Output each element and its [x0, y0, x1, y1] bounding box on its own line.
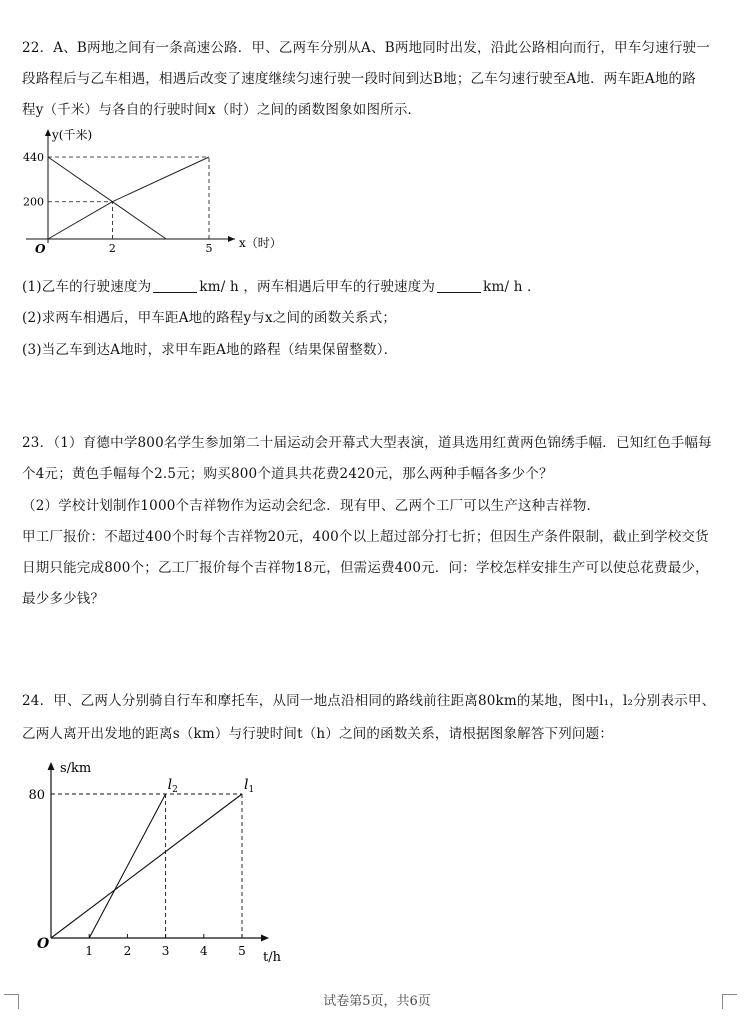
origin-label: O: [37, 936, 50, 952]
q23-line-3: （2）学校计划制作1000个吉祥物作为运动会纪念．现有甲、乙两个工厂可以生产这种吉祥物．: [22, 498, 601, 514]
q22-sub-1-c: km/ h ．: [483, 279, 541, 295]
q22-sub-1: [22, 275, 541, 295]
q22-sub-1-b: km/ h ，两车相遇后甲车的行驶速度为: [199, 279, 436, 295]
y-axis-label: s/km: [60, 761, 92, 776]
q22-sub-3: (3)当乙车到达A地时，求甲车距A地的路程（结果保留整数）．: [22, 342, 398, 358]
y-axis-label: y(千米): [52, 128, 93, 142]
y-tick-label-440: 440: [23, 150, 44, 164]
corner-mark-left: [4, 994, 19, 1009]
series-line-l1: [51, 794, 242, 938]
q22-sub-1-a: (1)乙车的行驶速度为: [22, 279, 152, 295]
q22-line-3: 程y（千米）与各自的行驶时间x（时）之间的函数图象如图所示．: [22, 102, 422, 118]
series-label-l2: $l_2$: [167, 777, 178, 795]
answer-blank-2[interactable]: [437, 280, 481, 293]
x-axis-label: x（时）: [239, 236, 282, 250]
series-line-2: [48, 157, 166, 239]
q23-line-1: 23．（1）育德中学800名学生参加第二十届运动会开幕式大型表演，道具选用红黄两色锦绣手幅．已知红色手幅每: [22, 435, 712, 451]
x-tick-label-2: 2: [123, 944, 132, 958]
series-label-l1: $l_1$: [244, 777, 255, 795]
q23-line-4: 甲工厂报价：不超过400个时每个吉祥物20元，400个以上超过部分打七折；但因生产条件限制，截止到学校交货: [22, 529, 709, 545]
x-tick-label-4: 4: [199, 944, 208, 958]
x-tick-label-5: 5: [205, 242, 213, 255]
series-line-l2: [89, 794, 165, 938]
q24-line-1: 24．甲、乙两人分别骑自行车和摩托车，从同一地点沿相同的路线前往距离80km的某地，图中l₁，l₂分别表示甲、: [22, 693, 716, 709]
origin-label: O: [35, 242, 46, 256]
q22-graph: [0, 125, 280, 265]
series-line-1: [48, 157, 209, 239]
q22-sub-2: (2)求两车相遇后，甲车距A地的路程y与x之间的函数关系式；: [22, 310, 397, 326]
q23-line-2: 个4元；黄色手幅每个2.5元；购买800个道具共花费2420元，那么两种手幅各多少个？: [22, 466, 553, 482]
x-axis-arrow: [228, 236, 235, 242]
y-axis-arrow: [48, 762, 55, 770]
corner-mark-right: [722, 994, 737, 1009]
y-tick-label-200: 200: [23, 195, 44, 209]
page-footer: 试卷第5页，共6页: [323, 994, 431, 1009]
q22-line-2: 段路程后与乙车相遇，相遇后改变了速度继续匀速行驶一段时间到达B地；乙车匀速行驶至A地．两车距A地的路: [22, 71, 696, 87]
q23-line-6: 最少多少钱？: [22, 591, 105, 607]
answer-blank-1[interactable]: [153, 280, 197, 293]
y-axis-arrow: [45, 129, 51, 136]
x-tick-label-1: 1: [85, 944, 94, 958]
q24-line-2: 乙两人离开出发地的距离s（km）与行驶时间t（h）之间的函数关系，请根据图象解答下列问题：: [22, 726, 614, 742]
x-tick-label-2: 2: [108, 242, 116, 255]
x-tick-label-3: 3: [161, 944, 170, 958]
y-tick-label-80: 80: [28, 788, 45, 803]
q23-line-5: 日期只能完成800个；乙工厂报价每个吉祥物18元，但需运费400元．问：学校怎样安排生产可以使总花费最少，: [22, 560, 709, 576]
q22-line-1: 22．A、B两地之间有一条高速公路．甲、乙两车分别从A、B两地同时出发，沿此公路相向而行，甲车匀速行驶一: [22, 40, 710, 56]
q24-graph: [0, 752, 300, 967]
x-axis-label: t/h: [263, 950, 281, 965]
x-tick-label-5: 5: [238, 944, 246, 958]
x-axis-arrow: [261, 935, 269, 942]
